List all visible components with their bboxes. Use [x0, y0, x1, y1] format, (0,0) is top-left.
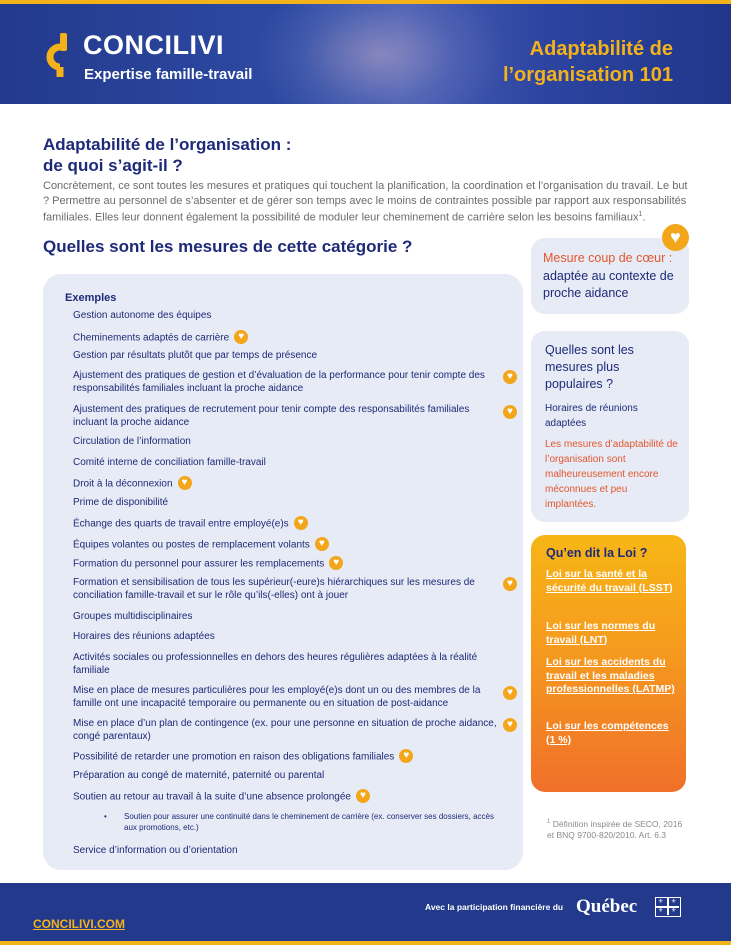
- measure-item: [73, 577, 503, 602]
- measure-item: [73, 685, 503, 710]
- heart-icon: [329, 556, 343, 570]
- measure-item: [73, 517, 503, 531]
- quebec-flag-icon: ⚜ ⚜ ⚜ ⚜: [655, 897, 681, 917]
- measure-item-text: Équipes volantes ou postes de remplacement volants: [73, 539, 310, 551]
- measure-item: [73, 370, 503, 395]
- law-title: Qu’en dit la Loi ?: [546, 546, 648, 560]
- measure-item: [73, 631, 503, 644]
- popular-measures-note: Les mesures d’adaptabilité de l’organisation sont malheureusement encore méconnues et peu implantées.: [545, 439, 678, 510]
- measure-item: [73, 750, 503, 764]
- measure-item: [73, 310, 503, 323]
- heart-icon: [356, 789, 370, 803]
- measure-item-text: Échange des quarts de travail entre employé(e)s: [73, 518, 289, 530]
- measure-item: [73, 457, 503, 470]
- coup-de-coeur-text: adaptée au contexte de proche aidance: [543, 269, 674, 300]
- header-photo: [260, 0, 500, 104]
- measure-item-text: Ajustement des pratiques de recrutement pour tenir compte des responsabilités familiales incluant la proche aidance: [73, 404, 470, 428]
- heart-icon: [315, 537, 329, 551]
- measure-item-text: Possibilité de retarder une promotion en raison des obligations familiales: [73, 751, 395, 763]
- law-link-lsst[interactable]: Loi sur la santé et la sécurité du travail (LSST): [546, 568, 673, 594]
- website-link[interactable]: CONCILIVI.COM: [33, 917, 125, 931]
- measure-item: [73, 350, 503, 363]
- heart-icon: [503, 718, 517, 732]
- heart-icon: [234, 330, 248, 344]
- heart-icon: [178, 476, 192, 490]
- measure-item-text: Groupes multidisciplinaires: [73, 611, 193, 622]
- popular-measure-item: Horaires de réunions adaptées: [545, 403, 638, 429]
- heart-icon: [503, 370, 517, 384]
- measure-item-text: Préparation au congé de maternité, paternité ou parental: [73, 770, 325, 781]
- intro-paragraph-text: Concrètement, ce sont toutes les mesures et pratiques qui touchent la planification, la coordination et l’organisation du travail. Le but ? Permettre au personnel de s’absenter et de gérer son temps avec le moins de contraintes possible par rapport aux responsabilités familiales. Elles leur donnent également la possibilité de moduler leur cheminement de carrière selon les besoins familiaux: [43, 180, 688, 224]
- measure-item-text: Prime de disponibilité: [73, 497, 169, 508]
- funding-text: Avec la participation financière du: [425, 902, 564, 912]
- measure-item-text: Activités sociales ou professionnelles en dehors des heures régulières adaptées à la réalité familiale: [73, 652, 478, 676]
- measure-item-text: Comité interne de conciliation famille-travail: [73, 457, 266, 468]
- measure-item: [73, 331, 503, 345]
- measure-item: [73, 557, 503, 571]
- intro-paragraph: [43, 179, 688, 225]
- brand-name: CONCILIVI: [83, 30, 225, 60]
- footnote-text: Définition inspirée de SECO, 2016 et BNQ 9700-820/2010. Art. 6.3: [547, 818, 683, 840]
- heart-icon: [294, 516, 308, 530]
- intro-heading-line1: Adaptabilité de l’organisation :: [43, 135, 292, 154]
- heart-icon: [503, 405, 517, 419]
- measure-item-text: Circulation de l’information: [73, 436, 191, 447]
- intro-paragraph-end: .: [642, 211, 646, 224]
- coup-de-coeur-label: Mesure coup de cœur :: [543, 251, 673, 265]
- measure-item: [73, 436, 503, 449]
- measure-item: [73, 770, 503, 783]
- measure-item-text: Cheminements adaptés de carrière: [73, 332, 230, 344]
- measure-item-text: Mise en place d’un plan de contingence (ex. pour une personne en situation de proche aidance, congé parentaux): [73, 718, 497, 742]
- footnote-marker: 1: [547, 819, 551, 825]
- document-title-line2: l’organisation 101: [502, 64, 673, 86]
- measure-item-text: Formation du personnel pour assurer les remplacements: [73, 558, 325, 570]
- measure-item-text: Droit à la déconnexion: [73, 478, 173, 490]
- popular-measures-title: Quelles sont les mesures plus populaires ?: [545, 343, 634, 391]
- measure-item-text: Formation et sensibilisation de tous les supérieur(-eure)s hiérarchiques sur les mesures de conciliation famille-travail et sur le rôle qu’ils(-elles) ont à jouer: [73, 577, 475, 601]
- footnote: [547, 817, 687, 841]
- footnote-ref: 1: [638, 211, 643, 218]
- measure-item-text: Service d’information ou d’orientation: [73, 845, 238, 856]
- document-title: [473, 36, 673, 88]
- measure-item: [73, 497, 503, 510]
- measure-item: [73, 718, 503, 743]
- sub-bullet: •: [104, 812, 107, 821]
- examples-label: Exemples: [65, 292, 117, 304]
- document-title-line1: Adaptabilité de: [529, 38, 673, 60]
- heart-icon: [503, 577, 517, 591]
- intro-heading: [43, 134, 373, 176]
- law-link-competences[interactable]: Loi sur les compétences (1 %): [546, 720, 669, 746]
- brand-tagline: Expertise famille-travail: [84, 66, 253, 83]
- sub-item-text: Soutien pour assurer une continuité dans le cheminement de carrière (ex. conserver ses dossiers, accès aux promotions, etc.): [124, 812, 494, 832]
- heart-icon: [399, 749, 413, 763]
- measure-item: [73, 611, 503, 624]
- heart-icon: [503, 686, 517, 700]
- measure-item-text: Gestion par résultats plutôt que par temps de présence: [73, 350, 318, 361]
- measure-item: [73, 790, 503, 804]
- measure-item: [73, 538, 503, 552]
- measure-item-text: Gestion autonome des équipes: [73, 310, 212, 321]
- law-link-latmp[interactable]: Loi sur les accidents du travail et les maladies professionnelles (LATMP): [546, 656, 675, 695]
- measure-item: [73, 404, 503, 429]
- measure-item: [73, 845, 503, 858]
- measure-item-text: Mise en place de mesures particulières pour les employé(e)s dont un ou des membres de la famille ont une incapacité temporaire ou permanente ou en situation de post-aidance: [73, 685, 481, 709]
- concilivi-logo-icon: [43, 33, 71, 77]
- footer-accent-bar: [0, 941, 731, 945]
- intro-heading-line2: de quoi s’agit-il ?: [43, 156, 183, 175]
- measures-heading: Quelles sont les mesures de cette catégorie ?: [43, 237, 413, 256]
- measure-item-text: Soutien au retour au travail à la suite d’une absence prolongée: [73, 791, 351, 803]
- quebec-logo-text: Québec: [576, 896, 638, 917]
- law-link-lnt[interactable]: Loi sur les normes du travail (LNT): [546, 620, 656, 646]
- measure-item-text: Horaires des réunions adaptées: [73, 631, 215, 642]
- heart-icon: [662, 224, 689, 251]
- header-accent-bar: [0, 0, 731, 4]
- measure-item: [73, 477, 503, 491]
- measure-item: [73, 652, 503, 677]
- measure-item-text: Ajustement des pratiques de gestion et d’évaluation de la performance pour tenir compte des responsabilités familiales incluant la proche aidance: [73, 370, 485, 394]
